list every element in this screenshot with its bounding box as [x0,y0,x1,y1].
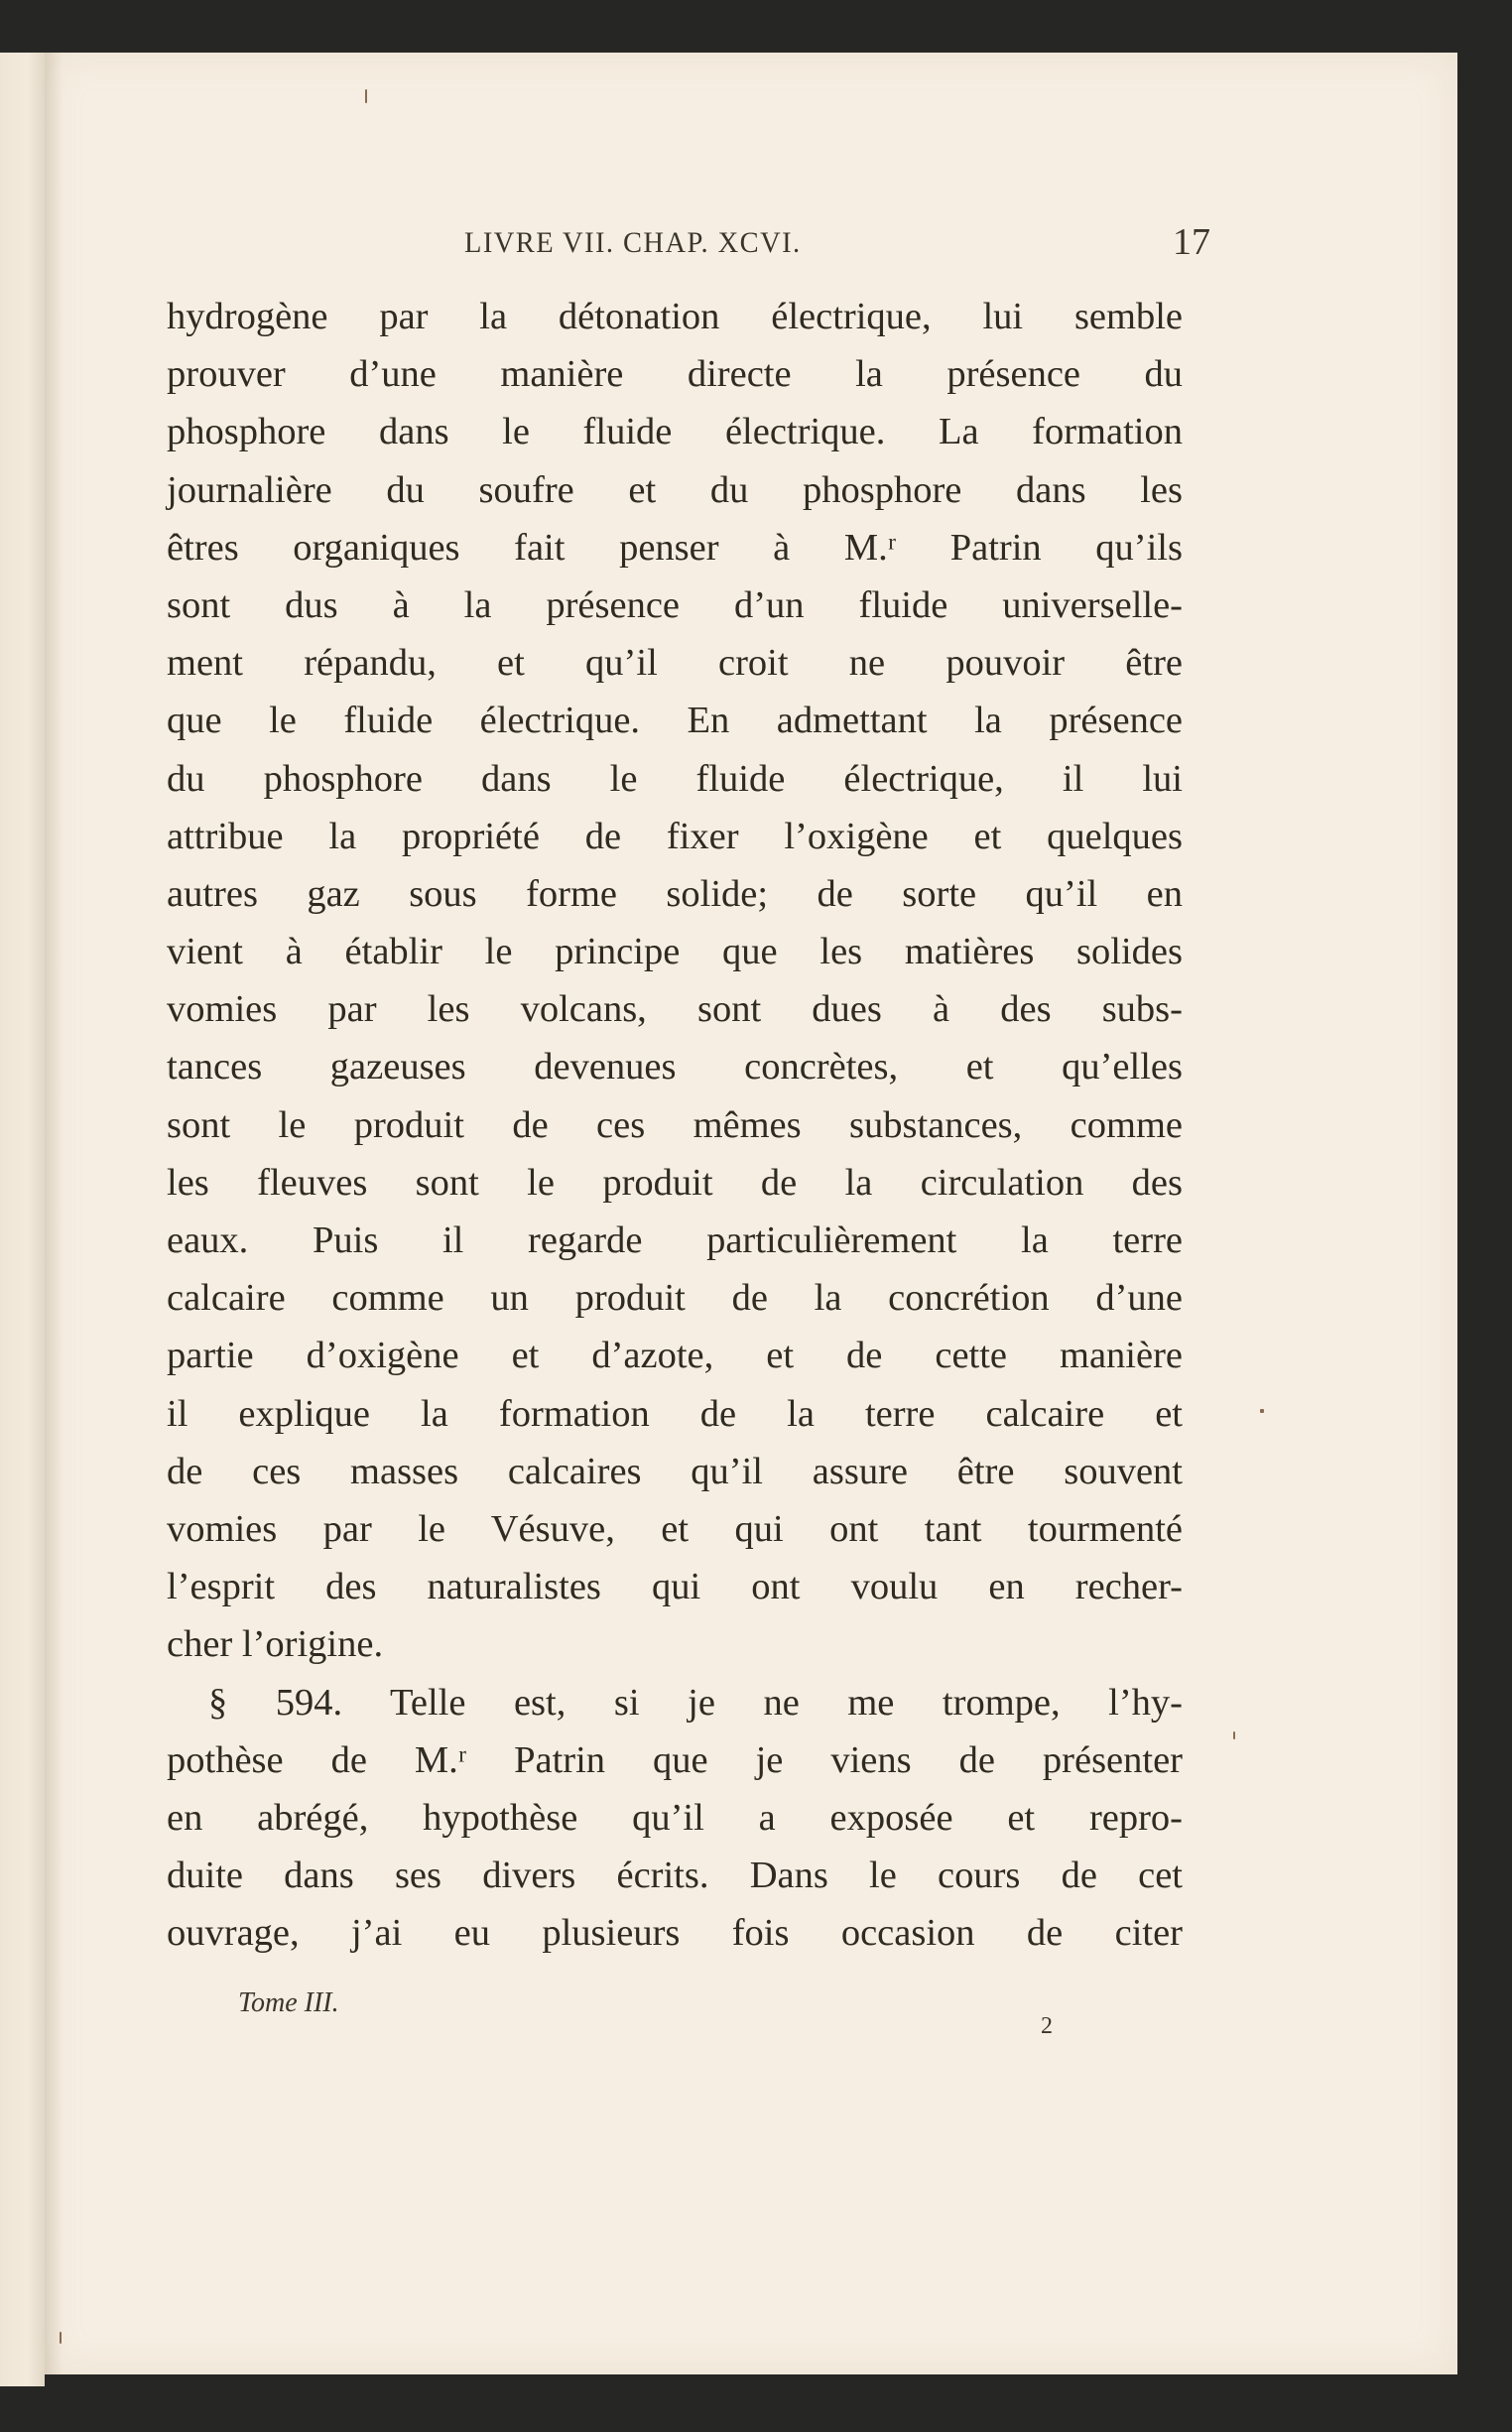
scan-background-top [0,0,1512,52]
text-line: du phosphore dans le fluide électrique, il lui [167,757,1183,800]
text-line: l’esprit des naturalistes qui ont voulu en recher- [167,1566,1183,1608]
text-line: cher l’origine. [167,1623,384,1666]
text-line: tances gazeuses devenues concrètes, et qu’elles [167,1046,1183,1088]
sheet-number: 2 [1041,2013,1053,2039]
text-line: sont le produit de ces mêmes substances, comme [167,1103,1183,1146]
page-header [456,220,1210,270]
signature-mark: Tome III. [238,1987,339,2018]
text-line: pothèse de M.ʳ Patrin que je viens de présenter [167,1738,1183,1781]
page-number: 17 [1173,221,1210,263]
paper-speck [365,89,367,103]
text-line: hydrogène par la détonation électrique, lui semble [167,296,1183,337]
text-line: vient à établir le principe que les matières solides [167,931,1183,973]
paper-speck [60,2332,62,2344]
text-line: vomies par le Vésuve, et qui ont tant tourmenté [167,1507,1183,1550]
text-line: prouver d’une manière directe la présence du [167,353,1183,396]
text-line: en abrégé, hypothèse qu’il a exposée et repro- [167,1796,1183,1839]
text-line: partie d’oxigène et d’azote, et de cette manière [167,1335,1183,1377]
text-line: les fleuves sont le produit de la circulation des [167,1161,1183,1204]
text-line: autres gaz sous forme solide; de sorte qu’il en [167,872,1183,915]
text-line: ment répandu, et qu’il croit ne pouvoir être [167,642,1183,685]
text-line: il explique la formation de la terre calcaire et [167,1392,1183,1435]
text-line: phosphore dans le fluide électrique. La formation [167,411,1183,453]
text-line: attribue la propriété de fixer l’oxigène et quelques [167,815,1183,857]
paper-speck [1260,1409,1264,1413]
body-text [167,288,1183,1962]
gutter-shadow [45,53,63,2374]
text-line: journalière du soufre et du phosphore dans les [167,468,1183,511]
text-line: calcaire comme un produit de la concrétion d’une [167,1277,1183,1320]
scan-background-right [1457,0,1512,2432]
text-line: de ces masses calcaires qu’il assure être souvent [167,1450,1183,1492]
section-start-line: § 594. Telle est, si je ne me trompe, l’hy- [208,1681,1183,1724]
text-line: que le fluide électrique. En admettant la présence [167,700,1183,742]
text-line: êtres organiques fait penser à M.ʳ Patrin qu’ils [167,526,1183,569]
text-line: sont dus à la présence d’un fluide universelle- [167,583,1183,626]
text-line: vomies par les volcans, sont dues à des subs- [167,988,1183,1031]
text-line: duite dans ses divers écrits. Dans le cours de cet [167,1855,1183,1897]
scan-background-bottom [0,2374,1512,2432]
text-line: ouvrage, j’ai eu plusieurs fois occasion de citer [167,1912,1183,1955]
paper-speck [1233,1731,1235,1739]
text-line: eaux. Puis il regarde particulièrement la terre [167,1219,1183,1261]
running-head: LIVRE VII. CHAP. XCVI. [464,226,802,259]
binding-edge [0,53,45,2386]
